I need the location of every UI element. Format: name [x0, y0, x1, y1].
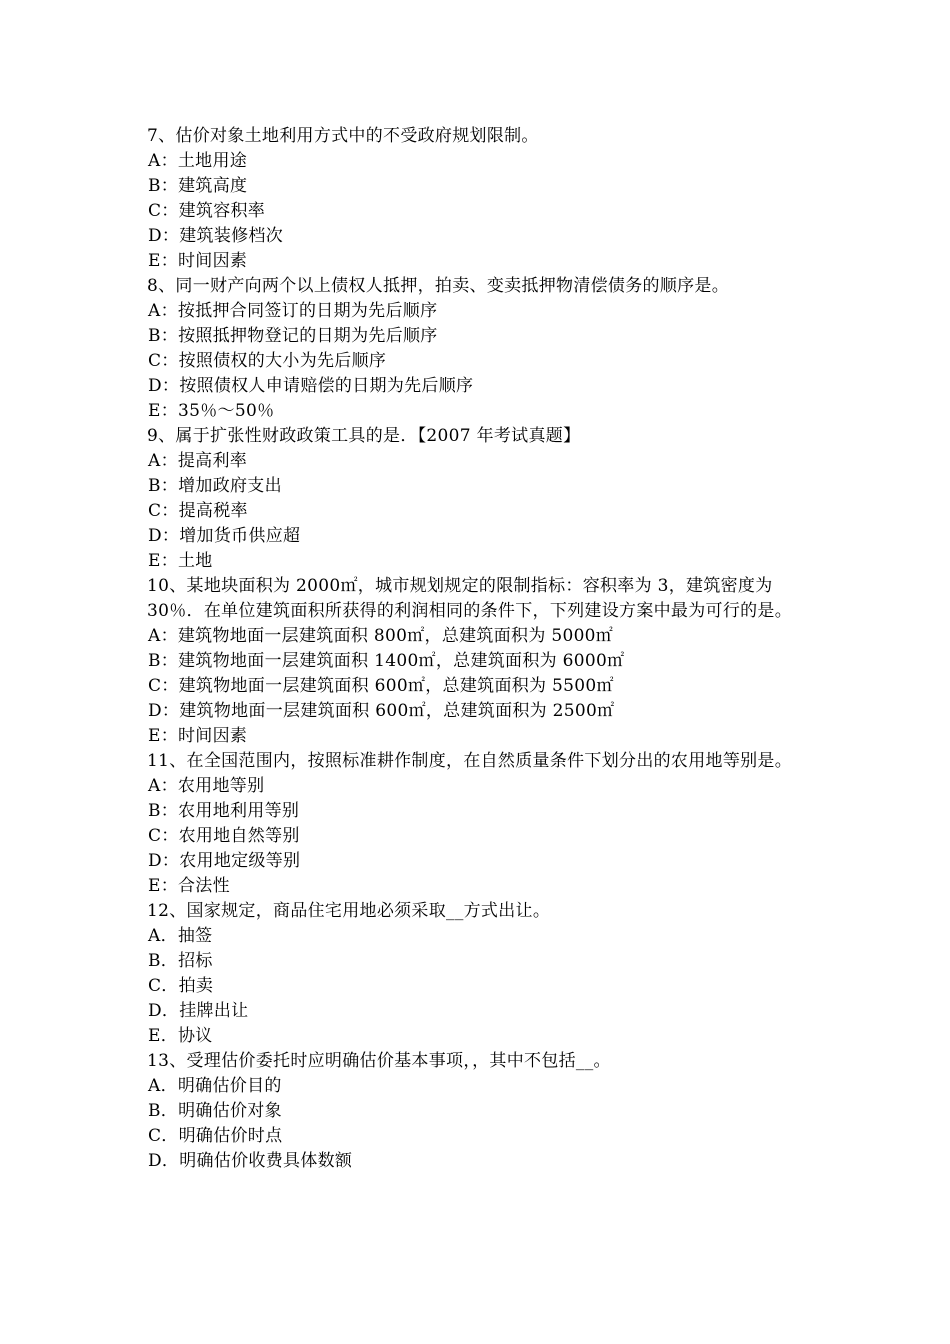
option-e: E：时间因素 — [148, 251, 248, 271]
option-e: E．协议 — [148, 1026, 213, 1046]
option-a: A：农用地等别 — [148, 776, 265, 796]
option-d: D：建筑物地面一层建筑面积 600㎡，总建筑面积为 2500㎡ — [148, 701, 615, 721]
question-text: 8、同一财产向两个以上债权人抵押，拍卖、变卖抵押物清偿债务的顺序是。 — [147, 276, 730, 296]
question-10 — [147, 574, 812, 749]
option-e: E：土地 — [148, 551, 213, 571]
question-9 — [147, 424, 812, 574]
option-e: E：35％～50％ — [148, 401, 275, 421]
option-b: B：建筑物地面一层建筑面积 1400㎡，总建筑面积为 6000㎡ — [148, 651, 625, 671]
option-d: D：增加货币供应超 — [148, 526, 301, 546]
option-d: D．明确估价收费具体数额 — [148, 1151, 353, 1171]
option-b: B：建筑高度 — [148, 176, 248, 196]
option-c: C．明确估价时点 — [148, 1126, 283, 1146]
option-c: C：农用地自然等别 — [148, 826, 300, 846]
option-b: B：按照抵押物登记的日期为先后顺序 — [148, 326, 438, 346]
option-a: A：按抵押合同签订的日期为先后顺序 — [148, 301, 438, 321]
option-c: C：按照债权的大小为先后顺序 — [148, 351, 387, 371]
option-b: B：农用地利用等别 — [148, 801, 300, 821]
question-12 — [147, 899, 812, 1049]
option-c: C：建筑物地面一层建筑面积 600㎡，总建筑面积为 5500㎡ — [148, 676, 614, 696]
option-a: A．抽签 — [148, 926, 213, 946]
question-13 — [147, 1049, 812, 1174]
option-e: E：时间因素 — [148, 726, 248, 746]
option-e: E：合法性 — [148, 876, 230, 896]
question-text: 9、属于扩张性财政政策工具的是．【2007 年考试真题】 — [147, 426, 581, 446]
question-text: 11、在全国范围内，按照标准耕作制度，在自然质量条件下划分出的农用地等别是。 — [147, 751, 793, 771]
option-d: D：建筑装修档次 — [148, 226, 284, 246]
question-text: 10、某地块面积为 2000㎡，城市规划规定的限制指标：容积率为 3，建筑密度为 30％．在单位建筑面积所获得的利润相同的条件下，下列建设方案中最为可行的是。 — [147, 576, 793, 621]
option-c: C：提高税率 — [148, 501, 248, 521]
option-d: D：按照债权人申请赔偿的日期为先后顺序 — [148, 376, 474, 396]
option-a: A：提高利率 — [148, 451, 248, 471]
option-c: C．拍卖 — [148, 976, 214, 996]
option-a: A：建筑物地面一层建筑面积 800㎡，总建筑面积为 5000㎡ — [148, 626, 614, 646]
question-text: 7、估价对象土地利用方式中的不受政府规划限制。 — [147, 126, 539, 146]
option-a: A．明确估价目的 — [148, 1076, 282, 1096]
option-d: D．挂牌出让 — [148, 1001, 249, 1021]
option-b: B．明确估价对象 — [148, 1101, 282, 1121]
question-7 — [147, 124, 812, 274]
question-11 — [147, 749, 812, 899]
option-d: D：农用地定级等别 — [148, 851, 301, 871]
option-a: A：土地用途 — [148, 151, 248, 171]
question-8 — [147, 274, 812, 424]
option-c: C：建筑容积率 — [148, 201, 266, 221]
document-page — [147, 124, 812, 1174]
question-text: 13、受理估价委托时应明确估价基本事项，，其中不包括__。 — [147, 1051, 611, 1071]
question-text: 12、国家规定，商品住宅用地必须采取__方式出让。 — [147, 901, 551, 921]
option-b: B．招标 — [148, 951, 213, 971]
option-b: B：增加政府支出 — [148, 476, 282, 496]
